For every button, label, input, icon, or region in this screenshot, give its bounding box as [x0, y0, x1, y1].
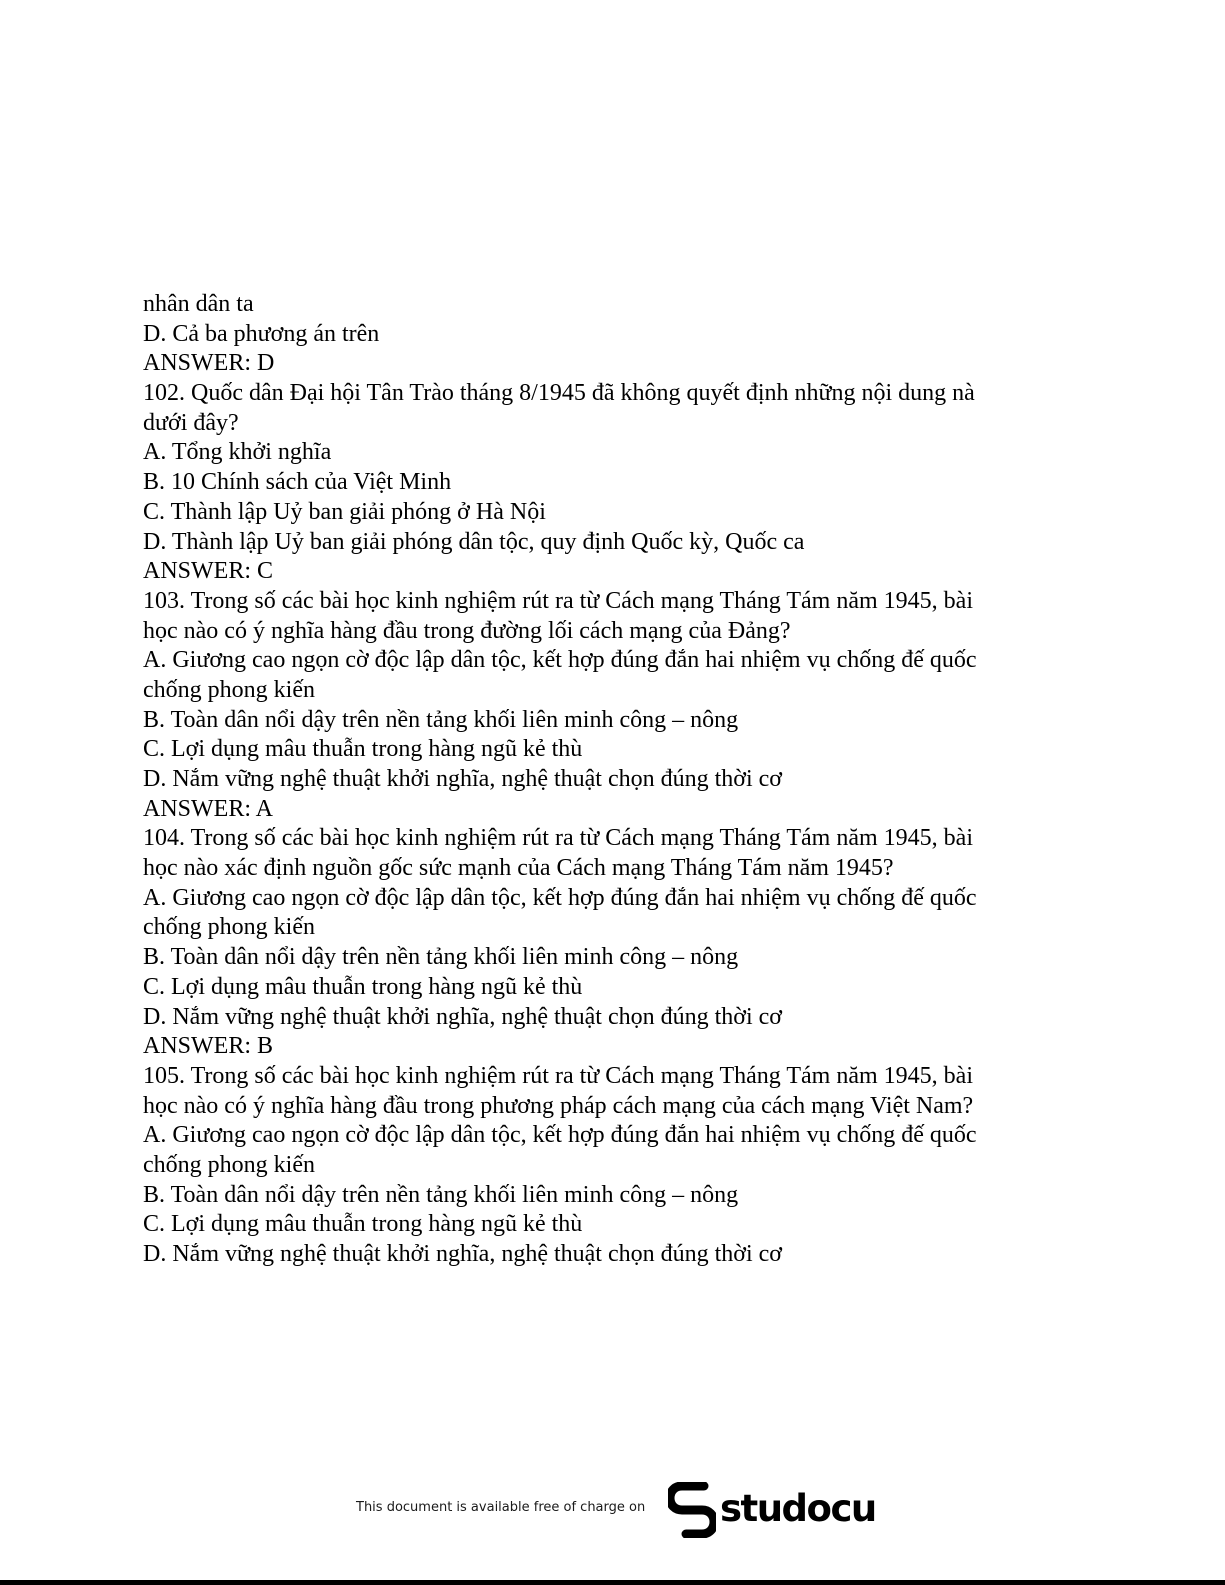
answer-option: C. Lợi dụng mâu thuẫn trong hàng ngũ kẻ thù	[143, 736, 583, 763]
bottom-divider	[0, 1580, 1225, 1585]
availability-text: This document is available free of charge on	[356, 1500, 646, 1515]
question-103: 103. Trong số các bài học kinh nghiệm rút ra từ Cách mạng Tháng Tám năm 1945, bài	[143, 587, 973, 614]
text-line: nhân dân ta	[143, 291, 254, 317]
answer-option: D. Nắm vững nghệ thuật khởi nghĩa, nghệ thuật chọn đúng thời cơ	[143, 766, 782, 792]
answer-option: B. Toàn dân nổi dậy trên nền tảng khối liên minh công – nông	[143, 944, 739, 971]
studocu-logo-icon	[668, 1482, 716, 1538]
answer-option: D. Thành lập Uỷ ban giải phóng dân tộc, quy định Quốc kỳ, Quốc ca	[143, 528, 805, 555]
question-104-cont: học nào xác định nguồn gốc sức mạnh của Cách mạng Tháng Tám năm 1945?	[143, 855, 894, 882]
question-102: 102. Quốc dân Đại hội Tân Trào tháng 8/1945 đã không quyết định những nội dung nà	[143, 380, 975, 407]
document-body	[143, 290, 1043, 1270]
answer-option: D. Nắm vững nghệ thuật khởi nghĩa, nghệ thuật chọn đúng thời cơ	[143, 1241, 782, 1267]
answer-key: ANSWER: A	[143, 795, 274, 822]
answer-option: B. Toàn dân nổi dậy trên nền tảng khối liên minh công – nông	[143, 706, 739, 733]
answer-option: D. Nắm vững nghệ thuật khởi nghĩa, nghệ thuật chọn đúng thời cơ	[143, 1003, 782, 1030]
answer-key: ANSWER: D	[143, 350, 275, 377]
answer-option: A. Giương cao ngọn cờ độc lập dân tộc, kết hợp đúng đắn hai nhiệm vụ chống đế quốc	[143, 884, 977, 911]
brand-name: studocu	[720, 1487, 876, 1530]
studocu-logo[interactable]	[668, 1482, 876, 1538]
answer-option: C. Lợi dụng mâu thuẫn trong hàng ngũ kẻ thù	[143, 973, 583, 1000]
answer-option-cont: chống phong kiến	[143, 1151, 315, 1178]
question-105-cont: học nào có ý nghĩa hàng đầu trong phương pháp cách mạng của cách mạng Việt Nam?	[143, 1092, 974, 1119]
answer-option-cont: chống phong kiến	[143, 676, 315, 703]
answer-key: ANSWER: C	[143, 558, 274, 585]
answer-option-cont: chống phong kiến	[143, 914, 315, 941]
question-104: 104. Trong số các bài học kinh nghiệm rút ra từ Cách mạng Tháng Tám năm 1945, bài	[143, 825, 973, 852]
question-102-cont: dưới đây?	[143, 409, 239, 436]
question-103-cont: học nào có ý nghĩa hàng đầu trong đường lối cách mạng của Đảng?	[143, 617, 791, 644]
answer-option: B. Toàn dân nổi dậy trên nền tảng khối liên minh công – nông	[143, 1181, 739, 1208]
answer-option: C. Lợi dụng mâu thuẫn trong hàng ngũ kẻ thù	[143, 1211, 583, 1238]
answer-option: C. Thành lập Uỷ ban giải phóng ở Hà Nội	[143, 498, 546, 525]
answer-option: A. Giương cao ngọn cờ độc lập dân tộc, kết hợp đúng đắn hai nhiệm vụ chống đế quốc	[143, 1122, 977, 1149]
question-105: 105. Trong số các bài học kinh nghiệm rút ra từ Cách mạng Tháng Tám năm 1945, bài	[143, 1062, 973, 1089]
answer-option: B. 10 Chính sách của Việt Minh	[143, 469, 452, 496]
answer-option: D. Cả ba phương án trên	[143, 320, 380, 347]
page-footer	[0, 1478, 1225, 1542]
answer-option: A. Giương cao ngọn cờ độc lập dân tộc, kết hợp đúng đắn hai nhiệm vụ chống đế quốc	[143, 647, 977, 674]
answer-option: A. Tổng khởi nghĩa	[143, 439, 332, 466]
answer-key: ANSWER: B	[143, 1033, 274, 1060]
